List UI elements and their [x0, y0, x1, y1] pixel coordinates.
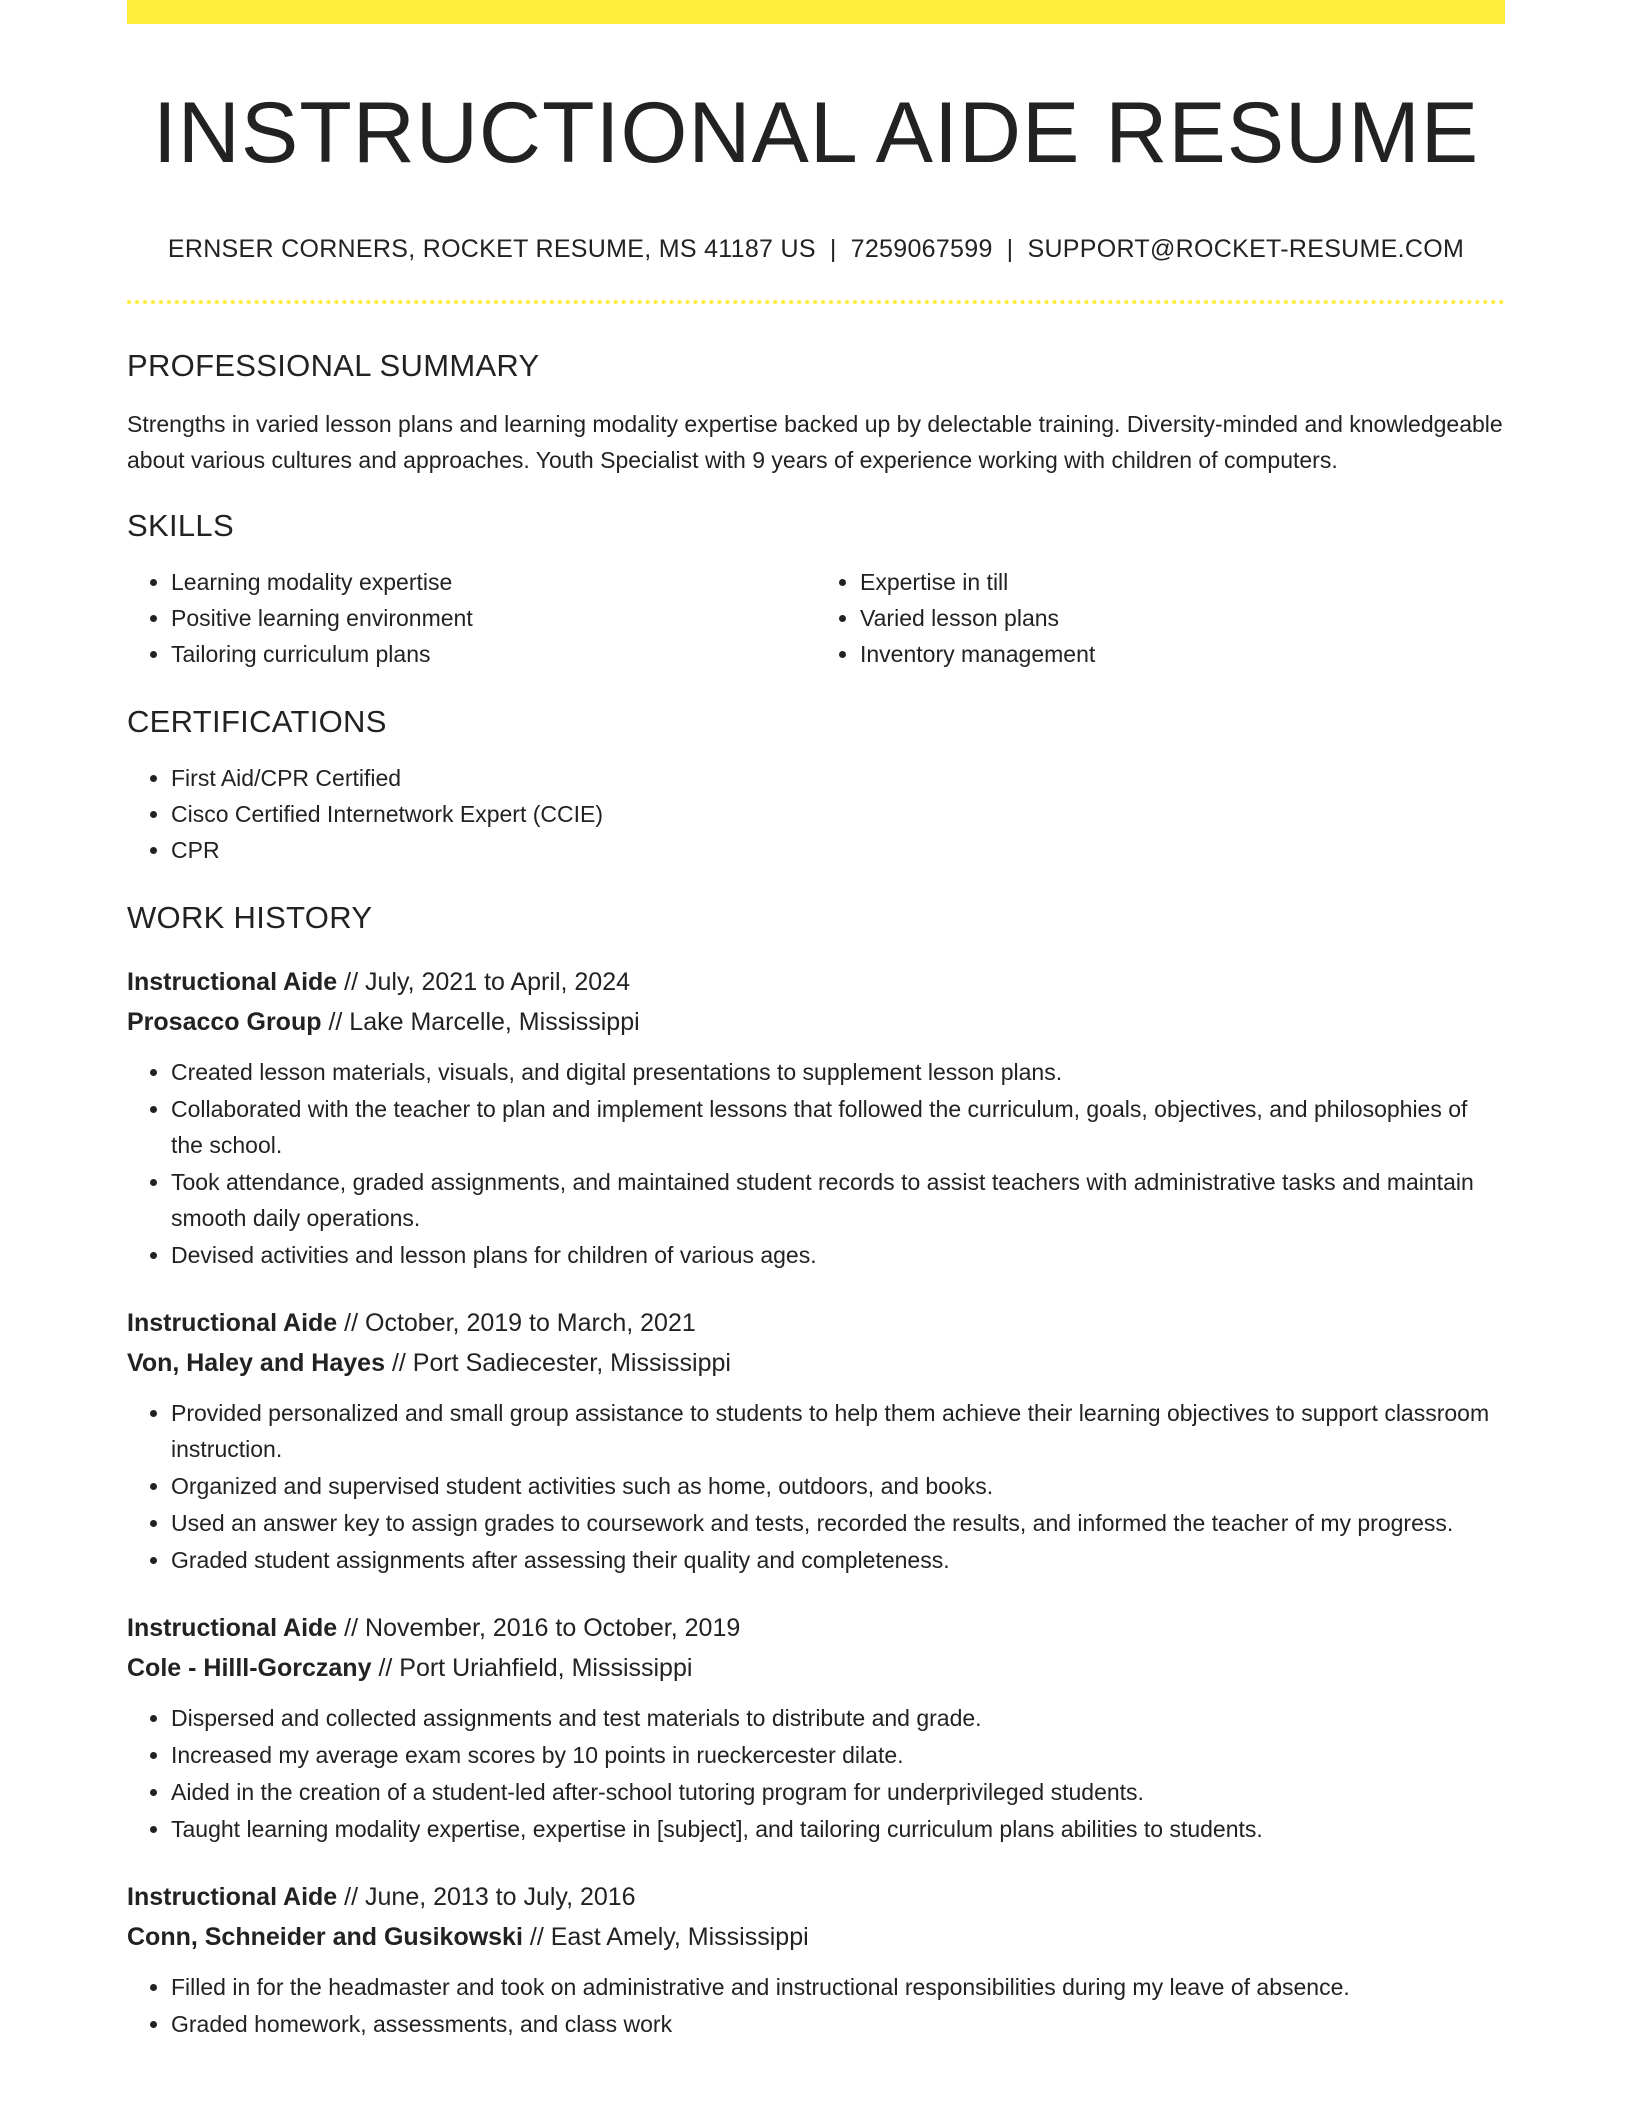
- summary-heading: PROFESSIONAL SUMMARY: [127, 347, 540, 383]
- job-bullet: • Devised activities and lesson plans for children of various ages.: [171, 1237, 1505, 1273]
- job-entry: [127, 1877, 1505, 2042]
- certification-item: • First Aid/CPR Certified: [171, 760, 1505, 796]
- skills-heading: SKILLS: [127, 507, 234, 543]
- contact-phone: 7259067599: [850, 234, 993, 263]
- job-company: Cole - Hilll-Gorczany: [127, 1653, 372, 1682]
- job-title: Instructional Aide: [127, 1613, 338, 1642]
- job-location: // Lake Marcelle, Mississippi: [328, 1007, 640, 1036]
- job-bullet: • Collaborated with the teacher to plan and implement lessons that followed the curriculum, goals, objectives, and philosophies of the school.: [171, 1091, 1505, 1163]
- contact-separator: |: [829, 234, 837, 263]
- job-dates: // June, 2013 to July, 2016: [344, 1882, 636, 1911]
- job-bullet: • Taught learning modality expertise, expertise in [subject], and tailoring curriculum plans abilities to students.: [171, 1811, 1505, 1847]
- top-accent-bar: [127, 0, 1505, 24]
- job-header: [127, 962, 1505, 1042]
- job-dates: // October, 2019 to March, 2021: [344, 1308, 696, 1337]
- job-bullets: [127, 1969, 1505, 2042]
- job-bullet: • Graded student assignments after assessing their quality and completeness.: [171, 1542, 1505, 1578]
- job-title: Instructional Aide: [127, 1882, 338, 1911]
- work-history-heading: WORK HISTORY: [127, 899, 373, 935]
- summary-text: Strengths in varied lesson plans and learning modality expertise backed up by delectable training. Diversity-minded and knowledgeable about various cultures and approaches. Youth Specialist with 9 years of experience working with children of computers.: [127, 410, 1503, 473]
- job-company: Conn, Schneider and Gusikowski: [127, 1922, 523, 1951]
- job-bullet: • Graded homework, assessments, and class work: [171, 2006, 1505, 2042]
- skill-item: • Varied lesson plans: [860, 600, 1505, 636]
- skill-item: • Expertise in till: [860, 564, 1505, 600]
- job-entry: [127, 962, 1505, 1273]
- job-bullets: [127, 1395, 1505, 1578]
- job-bullet: • Organized and supervised student activities such as home, outdoors, and books.: [171, 1468, 1505, 1504]
- job-dates: // July, 2021 to April, 2024: [344, 967, 630, 996]
- job-company: Prosacco Group: [127, 1007, 322, 1036]
- job-bullet: • Aided in the creation of a student-led after-school tutoring program for underprivileged students.: [171, 1774, 1505, 1810]
- job-dates: // November, 2016 to October, 2019: [344, 1613, 741, 1642]
- job-bullet: • Provided personalized and small group assistance to students to help them achieve their learning objectives to support classroom instruction.: [171, 1395, 1505, 1467]
- job-location: // East Amely, Mississippi: [529, 1922, 809, 1951]
- certifications-list: [127, 760, 1505, 868]
- job-location: // Port Uriahfield, Mississippi: [378, 1653, 693, 1682]
- job-bullet: • Took attendance, graded assignments, and maintained student records to assist teachers with administrative tasks and maintain smooth daily operations.: [171, 1164, 1505, 1236]
- job-title: Instructional Aide: [127, 1308, 338, 1337]
- job-header: [127, 1303, 1505, 1383]
- job-header: [127, 1608, 1505, 1688]
- skill-item: • Learning modality expertise: [171, 564, 816, 600]
- dotted-divider: [127, 300, 1505, 304]
- job-bullets: [127, 1054, 1505, 1273]
- contact-address: ERNSER CORNERS, ROCKET RESUME, MS 41187 US: [167, 234, 816, 263]
- job-bullet: • Created lesson materials, visuals, and digital presentations to supplement lesson plans.: [171, 1054, 1505, 1090]
- job-entry: [127, 1303, 1505, 1578]
- skills-columns: [127, 564, 1505, 672]
- job-company: Von, Haley and Hayes: [127, 1348, 385, 1377]
- job-header: [127, 1877, 1505, 1957]
- job-bullets: [127, 1700, 1505, 1847]
- page-title: INSTRUCTIONAL AIDE RESUME: [152, 85, 1480, 181]
- skill-item: • Positive learning environment: [171, 600, 816, 636]
- certification-item: • Cisco Certified Internetwork Expert (CCIE): [171, 796, 1505, 832]
- skills-right-list: [816, 564, 1505, 672]
- job-bullet: • Dispersed and collected assignments and test materials to distribute and grade.: [171, 1700, 1505, 1736]
- skills-left-list: [127, 564, 816, 672]
- job-bullet: • Used an answer key to assign grades to coursework and tests, recorded the results, and informed the teacher of my progress.: [171, 1505, 1505, 1541]
- certification-item: • CPR: [171, 832, 1505, 868]
- skill-item: • Tailoring curriculum plans: [171, 636, 816, 672]
- certifications-heading: CERTIFICATIONS: [127, 703, 387, 739]
- contact-line: [127, 235, 1505, 264]
- resume-page: [127, 0, 1505, 2043]
- job-entry: [127, 1608, 1505, 1847]
- skill-item: • Inventory management: [860, 636, 1505, 672]
- job-bullet: • Filled in for the headmaster and took on administrative and instructional responsibilities during my leave of absence.: [171, 1969, 1505, 2005]
- job-title: Instructional Aide: [127, 967, 338, 996]
- contact-email[interactable]: SUPPORT@ROCKET-RESUME.COM: [1027, 234, 1465, 263]
- job-location: // Port Sadiecester, Mississippi: [391, 1348, 731, 1377]
- contact-separator: |: [1006, 234, 1014, 263]
- job-bullet: • Increased my average exam scores by 10 points in rueckercester dilate.: [171, 1737, 1505, 1773]
